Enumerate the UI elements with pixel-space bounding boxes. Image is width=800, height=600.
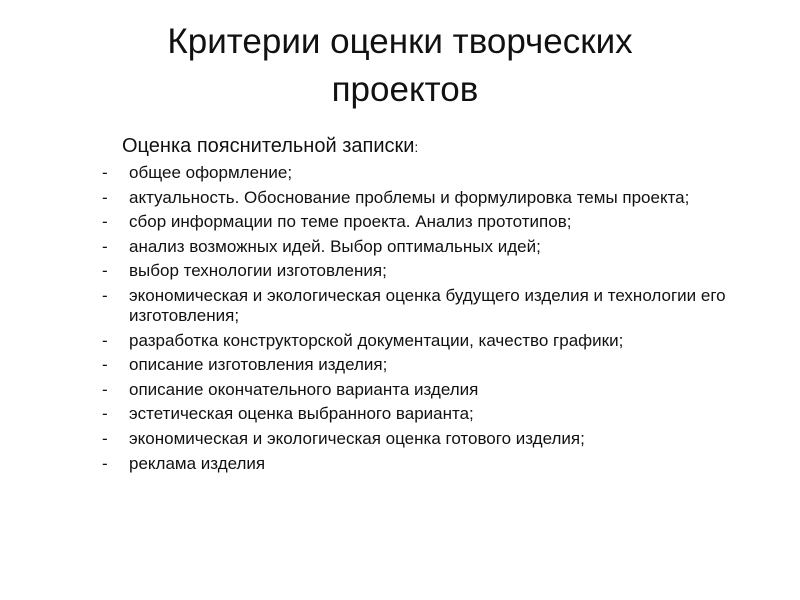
criteria-item-text: экономическая и экологическая оценка готового изделия;: [129, 428, 585, 448]
criteria-item: [102, 355, 762, 375]
criteria-list: [102, 163, 762, 478]
criteria-item: [102, 404, 762, 424]
criteria-item-text: сбор информации по теме проекта. Анализ прототипов;: [129, 212, 572, 232]
bullet-dash: -: [102, 187, 108, 207]
criteria-item-text: актуальность. Обоснование проблемы и формулировка темы проекта;: [129, 187, 690, 207]
criteria-item: [102, 380, 762, 400]
criteria-item-text: анализ возможных идей. Выбор оптимальных идей;: [129, 236, 541, 256]
bullet-dash: -: [102, 379, 108, 399]
criteria-item: [102, 331, 762, 351]
bullet-dash: -: [102, 236, 108, 256]
bullet-dash: -: [102, 453, 108, 473]
criteria-item: [102, 188, 762, 208]
slide-title-line-2: проектов: [331, 70, 479, 109]
bullet-dash: -: [102, 428, 108, 448]
criteria-item-text: экономическая и экологическая оценка будущего изделия и технологии его изготовления;: [129, 285, 726, 325]
criteria-item: [102, 163, 762, 183]
criteria-item: [102, 212, 762, 232]
section-subtitle: [122, 133, 418, 160]
section-subtitle-colon: :: [414, 139, 419, 155]
bullet-dash: -: [102, 163, 108, 182]
slide-title: [0, 18, 800, 114]
criteria-item: [102, 429, 762, 449]
criteria-item: [102, 454, 762, 474]
criteria-item-text: выбор технологии изготовления;: [129, 261, 387, 281]
criteria-item-text: реклама изделия: [129, 453, 266, 473]
criteria-item-text: разработка конструкторской документации, качество графики;: [129, 330, 624, 350]
bullet-dash: -: [102, 404, 108, 424]
criteria-item-text: общее оформление;: [129, 163, 293, 182]
criteria-item-text: описание изготовления изделия;: [129, 355, 388, 375]
bullet-dash: -: [102, 285, 108, 305]
bullet-dash: -: [102, 212, 108, 232]
slide-title-line-1: Критерии оценки творческих: [167, 22, 633, 61]
bullet-dash: -: [102, 355, 108, 375]
criteria-item-text: эстетическая оценка выбранного варианта;: [129, 404, 474, 424]
bullet-dash: -: [102, 330, 108, 350]
criteria-item-text: описание окончательного варианта изделия: [129, 379, 479, 399]
bullet-dash: -: [102, 261, 108, 281]
section-subtitle-text: Оценка пояснительной записки: [122, 135, 415, 157]
criteria-item: [102, 286, 762, 326]
criteria-item: [102, 261, 762, 281]
criteria-item: [102, 237, 762, 257]
